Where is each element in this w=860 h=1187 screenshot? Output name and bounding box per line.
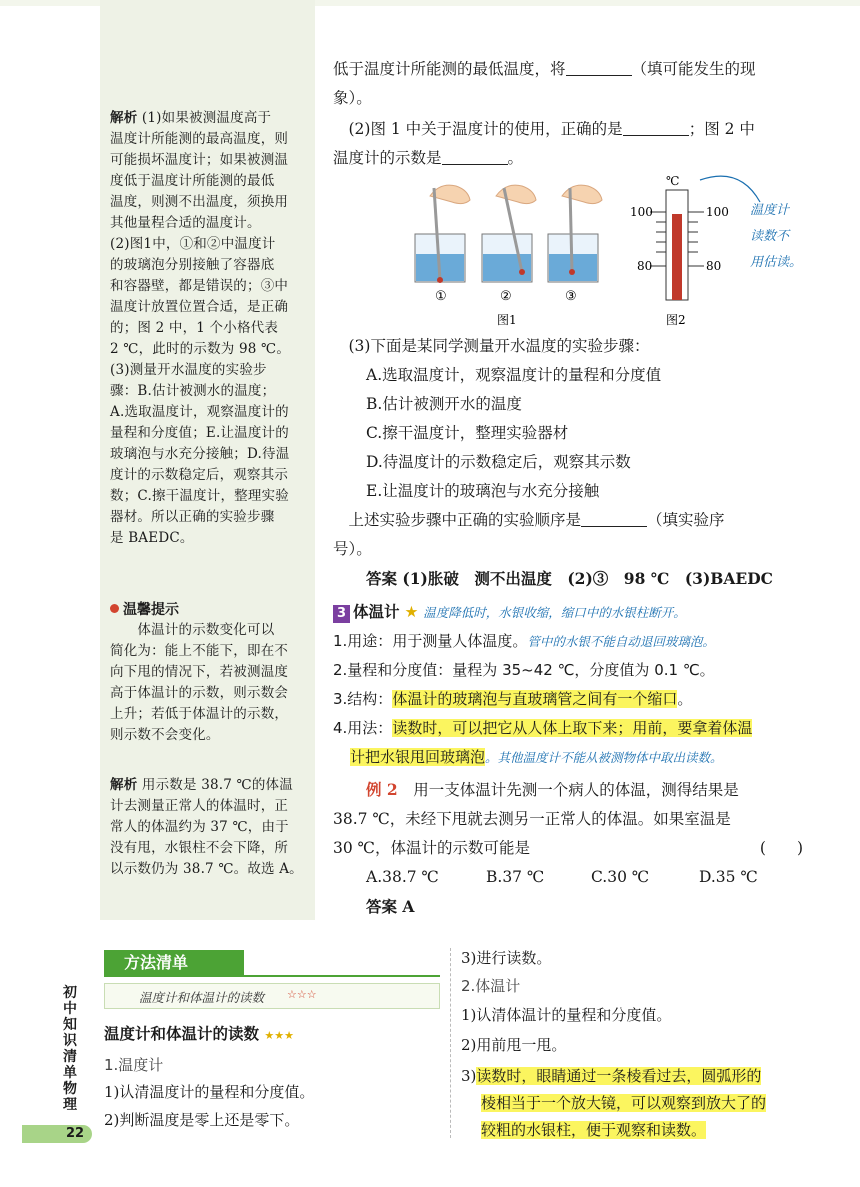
analysis-line: A.选取温度计，观察温度计的 <box>110 404 289 420</box>
text: 号）。 <box>333 540 372 558</box>
highlight-text: 读数时，可以把它从人体上取下来 <box>392 719 618 737</box>
text: (2)图 1 中关于温度计的使用，正确的是 <box>333 120 623 138</box>
answer-blank <box>442 150 508 165</box>
analysis-label: 解析 <box>110 777 138 793</box>
text: 上述实验步骤中正确的实验顺序是 <box>333 511 582 529</box>
text: 温度计的示数是 <box>333 149 442 167</box>
analysis-line: 数；C.擦干温度计，整理实验 <box>110 488 289 504</box>
analysis-line: 温度计放置位置合适，是正确 <box>110 299 289 315</box>
highlight-text: 计把水银甩回玻璃泡 <box>350 748 486 766</box>
analysis-line: 用示数是 38.7 ℃的体温 <box>141 777 293 793</box>
handwritten-note: 。其他温度计不能从被测物体中取出读数。 <box>485 750 723 765</box>
main-question-top <box>333 55 803 173</box>
column-divider <box>450 948 452 1138</box>
text: 象）。 <box>333 89 372 107</box>
note-line: 用估读。 <box>750 255 803 270</box>
fig-mark: ① <box>435 289 447 304</box>
tip-line: 向下甩的情况下，若被测温度 <box>110 664 289 680</box>
analysis-line: 常人的体温约为 37 ℃，由于 <box>110 819 289 835</box>
text: 4.用法： <box>333 719 393 737</box>
list-item-highlight <box>461 1063 766 1144</box>
text: (3)下面是某同学测量开水温度的实验步骤： <box>333 337 650 355</box>
fig1-caption: 图1 <box>497 313 517 327</box>
hand-icon <box>496 185 536 203</box>
analysis-line: 器材。所以正确的实验步骤 <box>110 509 275 525</box>
step-item: A.选取温度计，观察温度计的量程和分度值 <box>366 366 662 384</box>
sidebar-tip <box>110 620 310 746</box>
section-number: 3 <box>333 605 350 623</box>
text: （填可能发生的现 <box>631 60 756 78</box>
analysis-line: 量程和分度值；E.让温度计的 <box>110 425 289 441</box>
thermometer-scale <box>650 190 704 300</box>
fig-mark: ② <box>500 289 512 304</box>
analysis-line: 以示数仍为 38.7 ℃。故选 A。 <box>110 861 303 877</box>
analysis-line: 和容器壁，都是错误的；③中 <box>110 278 289 294</box>
text: 3) <box>461 1067 477 1085</box>
list-item: 1)认清体温计的量程和分度值。 <box>461 1006 672 1024</box>
option: B.37 ℃ <box>486 868 545 886</box>
answer-1: 答案 (1)胀破 测不出温度 (2)③ 98 ℃ (3)BAEDC <box>366 569 774 588</box>
tip-line: 则示数不会变化。 <box>110 727 220 743</box>
analysis-line: 可能损坏温度计；如果被测温 <box>110 152 289 168</box>
analysis-line: (2)图1中，①和②中温度计 <box>110 236 276 252</box>
step-item: B.估计被测开水的温度 <box>366 395 522 413</box>
fig-mark: ③ <box>565 289 577 304</box>
section-3 <box>333 597 853 772</box>
section-title: 体温计 <box>353 602 400 621</box>
list-item: 1)认清温度计的量程和分度值。 <box>104 1083 315 1101</box>
analysis-line: 是 BAEDC。 <box>110 530 194 546</box>
tip-dot-icon <box>110 604 119 613</box>
analysis-line: 度计的示数稳定后，观察其示 <box>110 467 289 483</box>
answer-paren: ( ) <box>759 839 803 857</box>
experiment-steps <box>333 332 803 593</box>
analysis-line: 2 ℃，此时的示数为 98 ℃。 <box>110 341 291 357</box>
text: 用一支体温计先测一个病人的体温，测得结果是 <box>413 781 739 799</box>
list-item: 2.体温计 <box>461 977 521 995</box>
fig-tick: 80 <box>637 259 653 273</box>
highlight-text: ；用前，要拿着体温 <box>617 719 753 737</box>
tip-line: 体温计的示数变化可以 <box>110 622 275 638</box>
fig-tick: 100 <box>706 205 729 219</box>
answer-blank <box>581 512 647 527</box>
analysis-line: 度低于温度计所能测的最低 <box>110 173 275 189</box>
figure-note <box>750 198 802 276</box>
example-label: 例 2 <box>366 780 398 799</box>
option: D.35 ℃ <box>699 868 758 886</box>
analysis-line: 骤：B.估计被测水的温度； <box>110 383 276 399</box>
heading-text: 温度计和体温计的读数 <box>104 1025 260 1043</box>
method-title: 方法清单 <box>104 950 244 976</box>
text: （填实验序 <box>647 511 725 529</box>
text: 38.7 ℃，未经下甩就去测另一正常人的体温。如果室温是 <box>333 810 731 828</box>
note-line: 读数不 <box>750 229 790 244</box>
text: 2.量程和分度值：量程为 35~42 ℃，分度值为 0.1 ℃。 <box>333 661 715 679</box>
answer-2: 答案 A <box>366 897 415 916</box>
analysis-line: (1)如果被测温度高于 <box>141 110 272 126</box>
example-2 <box>333 775 803 921</box>
analysis-line: 其他量程合适的温度计。 <box>110 215 261 231</box>
fig-tick: 100 <box>630 205 653 219</box>
method-subtitle: 温度计和体温计的读数 <box>139 990 265 1005</box>
analysis-line: 计去测量正常人的体温时，正 <box>110 798 289 814</box>
analysis-label: 解析 <box>110 110 138 126</box>
vertical-label: 初中知识清单 物理 <box>63 985 77 1113</box>
list-item: 3)进行读数。 <box>461 949 552 967</box>
text: 3.结构： <box>333 690 393 708</box>
handwritten-note: 温度降低时，水银收缩，缩口中的水银柱断开。 <box>423 605 686 620</box>
text: 用于测量人体温度。 <box>392 632 528 650</box>
tip-heading <box>110 599 179 619</box>
tip-line: 高于体温计的示数，则示数会 <box>110 685 289 701</box>
highlight-text: 读数时，眼睛通过一条棱看过去，圆弧形的 <box>476 1067 762 1085</box>
method-subtitle-box <box>104 983 440 1009</box>
list-item: 1.温度计 <box>104 1056 164 1074</box>
star-icon: ★ <box>404 603 419 621</box>
tip-title: 温馨提示 <box>123 602 179 618</box>
handwritten-note: 管中的水银不能自动退回玻璃泡。 <box>527 634 715 649</box>
fig2-caption: 图2 <box>666 313 686 327</box>
sidebar-analysis-2 <box>110 775 310 880</box>
text: 30 ℃，体温计的示数可能是 <box>333 839 530 857</box>
analysis-line: 玻璃泡与水充分接触；D.待温 <box>110 446 290 462</box>
answer-blank <box>623 121 689 136</box>
analysis-line: (3)测量开水温度的实验步 <box>110 362 267 378</box>
note-line: 温度计 <box>750 203 790 218</box>
text: 1.用途： <box>333 632 393 650</box>
analysis-line: 的；图 2 中，1 个小格代表 <box>110 320 279 336</box>
analysis-line: 温度，则测不出温度，须换用 <box>110 194 289 210</box>
method-heading <box>104 1023 294 1047</box>
option: A.38.7 ℃ <box>366 868 439 886</box>
step-item: D.待温度计的示数稳定后，观察其示数 <box>366 453 631 471</box>
tip-line: 简化为：能上不能下，即在不 <box>110 643 289 659</box>
answer-blank <box>566 61 632 76</box>
highlight-text: 体温计的玻璃泡与直玻璃管之间有一个缩口 <box>392 690 678 708</box>
fig-tick: 80 <box>706 259 722 273</box>
stars-icon: ☆☆☆ <box>287 988 317 1001</box>
highlight-text: 较粗的水银柱，便于观察和读数。 <box>481 1121 707 1139</box>
sidebar-analysis-1 <box>110 108 310 549</box>
list-item: 2)用前甩一甩。 <box>461 1036 567 1054</box>
analysis-line: 温度计所能测的最高温度，则 <box>110 131 289 147</box>
list-item: 2)判断温度是零上还是零下。 <box>104 1111 300 1129</box>
analysis-line: 没有甩，水银柱不会下降，所 <box>110 840 289 856</box>
method-divider <box>104 975 440 977</box>
step-item: E.让温度计的玻璃泡与水充分接触 <box>366 482 600 500</box>
step-item: C.擦干温度计，整理实验器材 <box>366 424 569 442</box>
text: 。 <box>677 690 693 708</box>
page-number: 22 <box>66 1126 85 1141</box>
fig-unit: ℃ <box>666 174 680 188</box>
highlight-text: 棱相当于一个放大镜，可以观察到放大了的 <box>481 1094 767 1112</box>
hand-icon <box>562 185 602 203</box>
analysis-line: 的玻璃泡分别接触了容器底 <box>110 257 275 273</box>
text: 低于温度计所能测的最低温度，将 <box>333 60 566 78</box>
text: ；图 2 中 <box>688 120 755 138</box>
stars-icon: ★★★ <box>264 1029 295 1042</box>
text: 。 <box>507 149 524 167</box>
option: C.30 ℃ <box>591 868 650 886</box>
tip-line: 上升；若低于体温计的示数， <box>110 706 289 722</box>
